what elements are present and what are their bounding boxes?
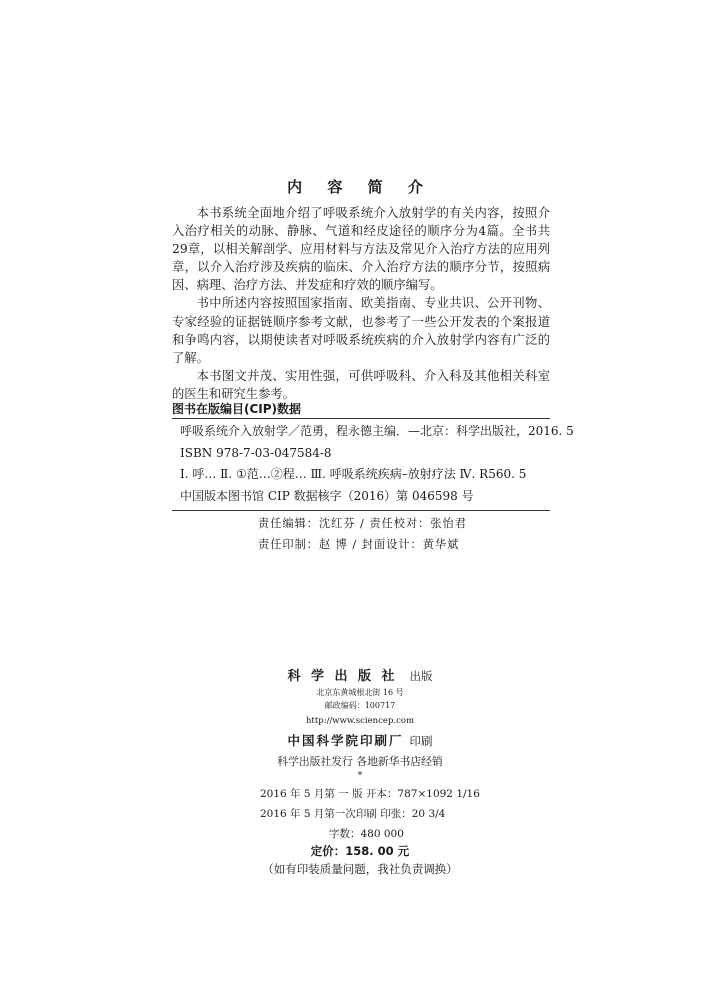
summary-paragraph: 书中所述内容按照国家指南、欧美指南、专业共识、公开刊物、专家经验的证据链顺序参考文献，也参考了一些公开发表的个案报道和争鸣内容，以期使读者对呼吸系统疾病的介入放射学内容有广泛的了解。 (172, 296, 550, 365)
publisher-line (0, 665, 720, 684)
staff-line-editors: 责任编辑：沈红芬 / 责任校对：张怡君 (258, 517, 467, 530)
publisher-address: 北京东黄城根北街 16 号 (316, 688, 404, 697)
cip-top-rule (172, 418, 550, 419)
cip-record (180, 421, 574, 508)
summary-title: 内 容 简 介 (287, 178, 433, 196)
printer-suffix: 印刷 (409, 734, 433, 748)
cip-heading: 图书在版编目(CIP)数据 (172, 402, 302, 416)
publisher-suffix: 出版 (409, 669, 433, 683)
cip-line: 中国版本图书馆 CIP 数据核字（2016）第 046598 号 (180, 489, 474, 504)
quality-note: （如有印装质量问题，我社负责调换） (262, 862, 458, 876)
summary-paragraph: 本书系统全面地介绍了呼吸系统介入放射学的有关内容，按照介入治疗相关的动脉、静脉、气道和经皮途径的顺序分为4篇。全书共29章，以相关解剖学、应用材料与方法及常见介入治疗方法的应用列章，以介入治疗涉及疾病的临床、介入治疗方法的顺序分节，按照病因、病理、治疗方法、并发症和疗效的顺序编写。 (172, 206, 550, 293)
summary-text (172, 204, 550, 403)
publisher-postcode: 邮政编码：100717 (324, 701, 396, 710)
cip-line: Ⅰ. 呼… Ⅱ. ①范…②程… Ⅲ. 呼吸系统疾病–放射疗法 Ⅳ. R560. 5 (180, 467, 527, 482)
summary-paragraph: 本书图文并茂、实用性强，可供呼吸科、介入科及其他相关科室的医生和研究生参考。 (172, 368, 550, 401)
publisher-url: http://www.sciencep.com (305, 716, 415, 726)
edition-line: 2016 年 5 月第 一 版 开本：787×1092 1/16 (260, 788, 480, 800)
printing-line: 2016 年 5 月第一次印刷 印张：20 3/4 (260, 808, 446, 820)
cip-line: 呼吸系统介入放射学／范勇，程永德主编．—北京：科学出版社，2016. 5 (180, 424, 574, 438)
word-count: 字数：480 000 (329, 828, 404, 840)
staff-line-production: 责任印制：赵 博 / 封面设计：黄华斌 (258, 538, 460, 551)
separator-star: * (357, 771, 363, 781)
printer-name: 中国科学院印刷厂 (287, 733, 404, 748)
price: 定价：158. 00 元 (310, 844, 410, 858)
cip-bottom-rule (172, 510, 550, 511)
distribution-line: 科学出版社发行 各地新华书店经销 (277, 755, 443, 768)
cip-line: ISBN 978-7-03-047584-8 (180, 445, 332, 460)
staff-credits (258, 513, 467, 555)
publisher-name: 科 学 出 版 社 (287, 669, 398, 684)
printer-line (0, 731, 720, 749)
